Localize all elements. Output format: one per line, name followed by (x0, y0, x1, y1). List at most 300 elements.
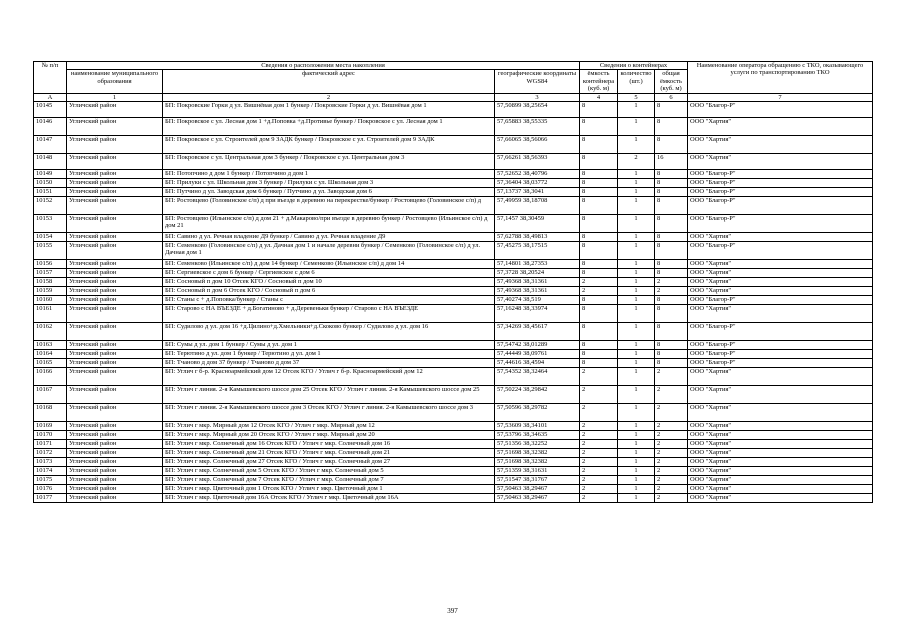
cell-total-capacity: 2 (655, 458, 688, 467)
cell-coordinates: 57,51356 38,32252 (495, 440, 580, 449)
cell-total-capacity: 8 (655, 102, 688, 118)
cell-count: 1 (618, 431, 655, 440)
header-index-cell: 7 (688, 93, 873, 101)
cell-coordinates: 57,50224 38,29842 (495, 386, 580, 404)
cell-coordinates: 57,62788 38,49813 (495, 233, 580, 242)
cell-count: 1 (618, 296, 655, 305)
cell-capacity: 2 (580, 278, 618, 287)
cell-coordinates: 57,53609 38,34101 (495, 422, 580, 431)
cell-municipality: Угличский район (67, 386, 163, 404)
cell-row-number: 10155 (34, 242, 67, 260)
cell-row-number: 10146 (34, 118, 67, 136)
cell-capacity: 8 (580, 260, 618, 269)
table-row (34, 467, 873, 476)
cell-count: 1 (618, 458, 655, 467)
cell-total-capacity: 2 (655, 440, 688, 449)
cell-address: БП: Ростовцево (Головинское с/п) д при въезде в деревню на перекрестке/бункер / Ростовцево (Головинское с/п) д (163, 197, 495, 215)
cell-operator: ООО "Благор-Р" (688, 341, 873, 350)
cell-total-capacity: 2 (655, 287, 688, 296)
table-row (34, 197, 873, 215)
cell-row-number: 10161 (34, 305, 67, 323)
cell-address: БП: Покровское с ул. Строителей дом 9 ЗАДК бункер / Покровское с ул. Строителей дом 9 ЗАДК (163, 136, 495, 154)
cell-municipality: Угличский район (67, 170, 163, 179)
cell-operator: ООО "Хартия" (688, 278, 873, 287)
cell-coordinates: 57,3728 38,20524 (495, 269, 580, 278)
cell-total-capacity: 2 (655, 467, 688, 476)
header-count: количество (шт.) (618, 70, 655, 93)
cell-municipality: Угличский район (67, 233, 163, 242)
cell-capacity: 8 (580, 118, 618, 136)
cell-address: БП: Старово с НА ВЪЕЗДЕ + д.Богатиново + д.Деревеньки бункер / Старово с НА ВЪЕЗДЕ (163, 305, 495, 323)
table-row (34, 215, 873, 233)
cell-total-capacity: 8 (655, 260, 688, 269)
cell-row-number: 10147 (34, 136, 67, 154)
table-row (34, 118, 873, 136)
cell-coordinates: 57,65883 38,55335 (495, 118, 580, 136)
cell-coordinates: 57,36404 38,03772 (495, 179, 580, 188)
cell-coordinates: 57,51359 38,31631 (495, 467, 580, 476)
cell-operator: ООО "Хартия" (688, 449, 873, 458)
cell-row-number: 10153 (34, 215, 67, 233)
cell-municipality: Угличский район (67, 136, 163, 154)
cell-count: 1 (618, 170, 655, 179)
table-row (34, 440, 873, 449)
header-num: № п/п (34, 62, 67, 94)
cell-coordinates: 57,51547 38,31767 (495, 476, 580, 485)
header-index-cell: 3 (495, 93, 580, 101)
cell-total-capacity: 8 (655, 136, 688, 154)
cell-municipality: Угличский район (67, 179, 163, 188)
cell-total-capacity: 2 (655, 431, 688, 440)
cell-capacity: 2 (580, 368, 618, 386)
cell-row-number: 10176 (34, 485, 67, 494)
cell-total-capacity: 2 (655, 368, 688, 386)
cell-municipality: Угличский район (67, 431, 163, 440)
cell-capacity: 8 (580, 215, 618, 233)
cell-address: БП: Семенково (Ильинское с/п) д дом 14 бункер / Семенково (Ильинское с/п) д дом 14 (163, 260, 495, 269)
cell-total-capacity: 2 (655, 449, 688, 458)
cell-coordinates: 57,50463 38,29467 (495, 494, 580, 503)
cell-count: 1 (618, 136, 655, 154)
header-operator: Наименование оператора обращению с ТКО, оказывающего услуги по транспортированию ТКО (688, 62, 873, 94)
cell-coordinates: 57,53796 38,34635 (495, 431, 580, 440)
header-index-cell: А (34, 93, 67, 101)
cell-address: БП: Углич г мкр. Солнечный дом 21 Отсек КГО / Углич г мкр. Солнечный дом 21 (163, 449, 495, 458)
cell-address: БП: Станы с + д.Поповка/бункер / Станы с (163, 296, 495, 305)
cell-row-number: 10165 (34, 359, 67, 368)
cell-address: БП: Сумы д ул. дом 1 бункер / Сумы д ул. дом 1 (163, 341, 495, 350)
cell-row-number: 10160 (34, 296, 67, 305)
cell-capacity: 8 (580, 188, 618, 197)
cell-coordinates: 57,16248 38,33974 (495, 305, 580, 323)
cell-total-capacity: 2 (655, 494, 688, 503)
cell-row-number: 10149 (34, 170, 67, 179)
cell-operator: ООО "Благор-Р" (688, 242, 873, 260)
cell-total-capacity: 8 (655, 118, 688, 136)
table-row (34, 476, 873, 485)
cell-row-number: 10164 (34, 350, 67, 359)
cell-municipality: Угличский район (67, 467, 163, 476)
cell-row-number: 10168 (34, 404, 67, 422)
cell-capacity: 8 (580, 242, 618, 260)
cell-row-number: 10174 (34, 467, 67, 476)
cell-operator: ООО "Хартия" (688, 260, 873, 269)
cell-municipality: Угличский район (67, 449, 163, 458)
cell-total-capacity: 8 (655, 170, 688, 179)
table-row (34, 431, 873, 440)
header-index-cell: 1 (67, 93, 163, 101)
cell-address: БП: Углич г линия. 2-я Камышевского шоссе дом 25 Отсек КГО / Углич г линия. 2-я Камышевского шоссе дом 25 (163, 386, 495, 404)
cell-municipality: Угличский район (67, 404, 163, 422)
table-row (34, 350, 873, 359)
cell-coordinates: 57,50899 38,25654 (495, 102, 580, 118)
cell-address: БП: Сергиевское с дом 6 бункер / Сергиевское с дом 6 (163, 269, 495, 278)
cell-coordinates: 57,51698 38,32382 (495, 449, 580, 458)
cell-coordinates: 57,66261 38,56393 (495, 154, 580, 170)
cell-address: БП: Углич г мкр. Солнечный дом 16 Отсек КГО / Углич г мкр. Солнечный дом 16 (163, 440, 495, 449)
cell-count: 1 (618, 269, 655, 278)
cell-row-number: 10151 (34, 188, 67, 197)
header-index-cell: 2 (163, 93, 495, 101)
cell-operator: ООО "Благор-Р" (688, 296, 873, 305)
cell-municipality: Угличский район (67, 476, 163, 485)
cell-row-number: 10156 (34, 260, 67, 269)
cell-capacity: 8 (580, 350, 618, 359)
cell-coordinates: 57,66065 38,56066 (495, 136, 580, 154)
table-row (34, 494, 873, 503)
cell-municipality: Угличский район (67, 485, 163, 494)
cell-coordinates: 57,49959 38,18708 (495, 197, 580, 215)
table-row (34, 188, 873, 197)
cell-coordinates: 57,44449 38,09761 (495, 350, 580, 359)
cell-row-number: 10145 (34, 102, 67, 118)
table-row (34, 278, 873, 287)
cell-row-number: 10157 (34, 269, 67, 278)
cell-municipality: Угличский район (67, 341, 163, 350)
cell-count: 1 (618, 449, 655, 458)
table-row (34, 242, 873, 260)
cell-count: 1 (618, 350, 655, 359)
cell-capacity: 2 (580, 458, 618, 467)
cell-operator: ООО "Хартия" (688, 422, 873, 431)
cell-total-capacity: 8 (655, 341, 688, 350)
cell-count: 1 (618, 494, 655, 503)
cell-count: 1 (618, 197, 655, 215)
cell-count: 1 (618, 440, 655, 449)
cell-operator: ООО "Хартия" (688, 368, 873, 386)
cell-capacity: 2 (580, 404, 618, 422)
cell-operator: ООО "Хартия" (688, 233, 873, 242)
cell-total-capacity: 8 (655, 197, 688, 215)
cell-total-capacity: 8 (655, 242, 688, 260)
header-index-cell: 6 (655, 93, 688, 101)
cell-capacity: 2 (580, 449, 618, 458)
cell-municipality: Угличский район (67, 260, 163, 269)
cell-total-capacity: 8 (655, 215, 688, 233)
cell-total-capacity: 8 (655, 269, 688, 278)
cell-total-capacity: 8 (655, 305, 688, 323)
cell-row-number: 10162 (34, 323, 67, 341)
header-address: фактический адрес (163, 70, 495, 93)
cell-capacity: 2 (580, 431, 618, 440)
cell-address: БП: Углич г мкр. Солнечный дом 27 Отсек КГО / Углич г мкр. Солнечный дом 27 (163, 458, 495, 467)
cell-count: 1 (618, 305, 655, 323)
cell-municipality: Угличский район (67, 305, 163, 323)
cell-capacity: 2 (580, 386, 618, 404)
table-row (34, 404, 873, 422)
header-municipality: наименование муниципального образования (67, 70, 163, 93)
cell-capacity: 8 (580, 233, 618, 242)
cell-address: БП: Терютино д ул. дом 1 бункер / Терютино д ул. дом 1 (163, 350, 495, 359)
cell-address: БП: Путчино д ул. Заводская дом 6 бункер / Путчино д ул. Заводская дом 6 (163, 188, 495, 197)
cell-municipality: Угличский район (67, 242, 163, 260)
cell-count: 1 (618, 287, 655, 296)
table-row (34, 154, 873, 170)
header-location-group: Сведения о расположении места накопления (67, 62, 580, 70)
cell-operator: ООО "Хартия" (688, 118, 873, 136)
cell-total-capacity: 8 (655, 296, 688, 305)
table-row (34, 341, 873, 350)
cell-operator: ООО "Хартия" (688, 154, 873, 170)
cell-count: 1 (618, 215, 655, 233)
cell-coordinates: 57,50463 38,29467 (495, 485, 580, 494)
cell-operator: ООО "Хартия" (688, 494, 873, 503)
table-row (34, 458, 873, 467)
cell-coordinates: 57,50596 38,29782 (495, 404, 580, 422)
cell-coordinates: 57,49368 38,31361 (495, 287, 580, 296)
cell-capacity: 8 (580, 341, 618, 350)
cell-total-capacity: 8 (655, 323, 688, 341)
cell-coordinates: 57,54352 38,32464 (495, 368, 580, 386)
cell-capacity: 8 (580, 102, 618, 118)
cell-operator: ООО "Хартия" (688, 467, 873, 476)
cell-address: БП: Углич г б-р. Красноармейский дом 12 Отсек КГО / Углич г б-р. Красноармейский дом 12 (163, 368, 495, 386)
cell-municipality: Угличский район (67, 188, 163, 197)
cell-capacity: 2 (580, 422, 618, 431)
cell-row-number: 10169 (34, 422, 67, 431)
cell-capacity: 8 (580, 269, 618, 278)
cell-municipality: Угличский район (67, 350, 163, 359)
cell-municipality: Угличский район (67, 287, 163, 296)
cell-coordinates: 57,34269 38,45617 (495, 323, 580, 341)
cell-total-capacity: 8 (655, 179, 688, 188)
cell-coordinates: 57,44616 38,4594 (495, 359, 580, 368)
cell-address: БП: Углич г мкр. Мирный дом 12 Отсек КГО / Углич г мкр. Мирный дом 12 (163, 422, 495, 431)
header-index-cell: 4 (580, 93, 618, 101)
cell-total-capacity: 2 (655, 404, 688, 422)
header-index-cell: 5 (618, 93, 655, 101)
cell-coordinates: 57,45275 38,17515 (495, 242, 580, 260)
cell-capacity: 8 (580, 136, 618, 154)
cell-count: 1 (618, 278, 655, 287)
cell-operator: ООО "Хартия" (688, 431, 873, 440)
table-row (34, 170, 873, 179)
cell-operator: ООО "Благор-Р" (688, 170, 873, 179)
cell-row-number: 10152 (34, 197, 67, 215)
cell-total-capacity: 2 (655, 386, 688, 404)
cell-address: БП: Углич г мкр. Солнечный дом 7 Отсек КГО / Углич г мкр. Солнечный дом 7 (163, 476, 495, 485)
cell-coordinates: 57,52652 38,40796 (495, 170, 580, 179)
cell-municipality: Угличский район (67, 440, 163, 449)
cell-coordinates: 57,49368 38,31361 (495, 278, 580, 287)
cell-total-capacity: 8 (655, 350, 688, 359)
cell-address: БП: Ростовцево (Ильинское с/п) д дом 21 + д.Макарово/при въезде в деревню бункер / Ростовцево (Ильинское с/п) д дом 21 (163, 215, 495, 233)
cell-address: БП: Покровские Горки д ул. Вишнёвая дом 1 бункер / Покровские Горки д ул. Вишнёвая дом 1 (163, 102, 495, 118)
cell-operator: ООО "Хартия" (688, 476, 873, 485)
cell-operator: ООО "Благор-Р" (688, 215, 873, 233)
cell-capacity: 2 (580, 467, 618, 476)
cell-count: 1 (618, 118, 655, 136)
table-row (34, 422, 873, 431)
cell-address: БП: Потопчино д дом 1 бункер / Потопчино д дом 1 (163, 170, 495, 179)
cell-coordinates: 57,14801 38,27353 (495, 260, 580, 269)
header-containers-group: Сведения о контейнерах (580, 62, 688, 70)
cell-row-number: 10163 (34, 341, 67, 350)
header-coords: географические координаты WGS84 (495, 70, 580, 93)
table-row (34, 296, 873, 305)
cell-count: 1 (618, 102, 655, 118)
table-row (34, 386, 873, 404)
cell-municipality: Угличский район (67, 494, 163, 503)
cell-count: 1 (618, 242, 655, 260)
cell-row-number: 10154 (34, 233, 67, 242)
cell-count: 1 (618, 323, 655, 341)
table-row (34, 359, 873, 368)
cell-municipality: Угличский район (67, 269, 163, 278)
cell-operator: ООО "Хартия" (688, 287, 873, 296)
table-row (34, 136, 873, 154)
cell-count: 1 (618, 422, 655, 431)
cell-municipality: Угличский район (67, 278, 163, 287)
cell-address: БП: Семенково (Головинское с/п) д ул. Дачная дом 1 и начале деревни бункер / Семенково (Головинское с/п) д ул. Дачная дом 1 (163, 242, 495, 260)
cell-municipality: Угличский район (67, 197, 163, 215)
cell-municipality: Угличский район (67, 368, 163, 386)
cell-operator: ООО "Хартия" (688, 136, 873, 154)
cell-count: 1 (618, 188, 655, 197)
table-row (34, 269, 873, 278)
cell-total-capacity: 2 (655, 476, 688, 485)
cell-operator: ООО "Благор-Р" (688, 188, 873, 197)
table-row (34, 485, 873, 494)
cell-capacity: 2 (580, 287, 618, 296)
cell-address: БП: Покровское с ул. Центральная дом 3 бункер / Покровское с ул. Центральная дом 3 (163, 154, 495, 170)
cell-operator: ООО "Благор-Р" (688, 359, 873, 368)
cell-row-number: 10170 (34, 431, 67, 440)
header-capacity: ёмкость контейнера (куб. м) (580, 70, 618, 93)
header-total: общая ёмкость (куб. м) (655, 70, 688, 93)
cell-count: 1 (618, 476, 655, 485)
cell-operator: ООО "Хартия" (688, 440, 873, 449)
cell-capacity: 2 (580, 494, 618, 503)
cell-municipality: Угличский район (67, 359, 163, 368)
cell-capacity: 8 (580, 154, 618, 170)
cell-municipality: Угличский район (67, 422, 163, 431)
cell-address: БП: Углич г мкр. Цветочный дом 1 Отсек КГО / Углич г мкр. Цветочный дом 1 (163, 485, 495, 494)
cell-address: БП: Углич г мкр. Мирный дом 20 Отсек КГО / Углич г мкр. Мирный дом 20 (163, 431, 495, 440)
cell-operator: ООО "Благор-Р" (688, 323, 873, 341)
cell-municipality: Угличский район (67, 296, 163, 305)
cell-capacity: 8 (580, 323, 618, 341)
cell-operator: ООО "Благор-Р" (688, 102, 873, 118)
table-row (34, 287, 873, 296)
cell-municipality: Угличский район (67, 323, 163, 341)
cell-operator: ООО "Хартия" (688, 386, 873, 404)
cell-coordinates: 57,51698 38,32382 (495, 458, 580, 467)
registry-table (33, 61, 873, 503)
cell-count: 1 (618, 233, 655, 242)
cell-operator: ООО "Хартия" (688, 305, 873, 323)
cell-total-capacity: 8 (655, 233, 688, 242)
cell-total-capacity: 8 (655, 188, 688, 197)
cell-operator: ООО "Хартия" (688, 404, 873, 422)
cell-total-capacity: 8 (655, 359, 688, 368)
table-row (34, 449, 873, 458)
cell-operator: ООО "Благор-Р" (688, 350, 873, 359)
cell-operator: ООО "Хартия" (688, 269, 873, 278)
table-body (34, 102, 873, 503)
cell-address: БП: Сосновый п дом 6 Отсек КГО / Сосновый п дом 6 (163, 287, 495, 296)
table-row (34, 260, 873, 269)
cell-row-number: 10148 (34, 154, 67, 170)
cell-operator: ООО "Благор-Р" (688, 197, 873, 215)
cell-count: 1 (618, 386, 655, 404)
cell-capacity: 2 (580, 485, 618, 494)
cell-municipality: Угличский район (67, 458, 163, 467)
cell-address: БП: Прилуки с ул. Школьная дом 3 бункер / Прилуки с ул. Школьная дом 3 (163, 179, 495, 188)
cell-row-number: 10166 (34, 368, 67, 386)
cell-address: БП: Судилово д ул. дом 16 +д.Цилино+д.Хмельники+д.Скоково бункер / Судилово д ул. дом 16 (163, 323, 495, 341)
cell-coordinates: 57,54742 38,01289 (495, 341, 580, 350)
cell-row-number: 10173 (34, 458, 67, 467)
cell-count: 1 (618, 404, 655, 422)
cell-capacity: 8 (580, 305, 618, 323)
header-index-row (34, 93, 873, 101)
page-number: 397 (447, 607, 458, 615)
cell-operator: ООО "Благор-Р" (688, 179, 873, 188)
table-row (34, 323, 873, 341)
cell-operator: ООО "Хартия" (688, 485, 873, 494)
cell-total-capacity: 2 (655, 278, 688, 287)
cell-address: БП: Углич г мкр. Цветочный дом 16А Отсек КГО / Углич г мкр. Цветочный дом 16А (163, 494, 495, 503)
cell-address: БП: Сосновый п дом 10 Отсек КГО / Сосновый п дом 10 (163, 278, 495, 287)
cell-capacity: 8 (580, 197, 618, 215)
table-row (34, 368, 873, 386)
cell-count: 2 (618, 154, 655, 170)
cell-municipality: Угличский район (67, 102, 163, 118)
cell-count: 1 (618, 368, 655, 386)
cell-capacity: 2 (580, 440, 618, 449)
cell-count: 1 (618, 467, 655, 476)
cell-municipality: Угличский район (67, 154, 163, 170)
cell-row-number: 10177 (34, 494, 67, 503)
table-row (34, 102, 873, 118)
cell-row-number: 10150 (34, 179, 67, 188)
cell-municipality: Угличский район (67, 215, 163, 233)
cell-count: 1 (618, 260, 655, 269)
cell-row-number: 10159 (34, 287, 67, 296)
cell-count: 1 (618, 485, 655, 494)
cell-coordinates: 57,1457 38,30459 (495, 215, 580, 233)
cell-address: БП: Покровское с ул. Лесная дом 1 +д.Поповка +д.Противье бункер / Покровское с ул. Лесная дом 1 (163, 118, 495, 136)
cell-row-number: 10172 (34, 449, 67, 458)
table-row (34, 305, 873, 323)
cell-address: БП: Углич г линия. 2-я Камышевского шоссе дом 3 Отсек КГО / Углич г линия. 2-я Камышевского шоссе дом 3 (163, 404, 495, 422)
cell-row-number: 10175 (34, 476, 67, 485)
cell-row-number: 10158 (34, 278, 67, 287)
cell-municipality: Угличский район (67, 118, 163, 136)
cell-count: 1 (618, 179, 655, 188)
cell-address: БП: Тчаново д дом 37 бункер / Тчаново д дом 37 (163, 359, 495, 368)
